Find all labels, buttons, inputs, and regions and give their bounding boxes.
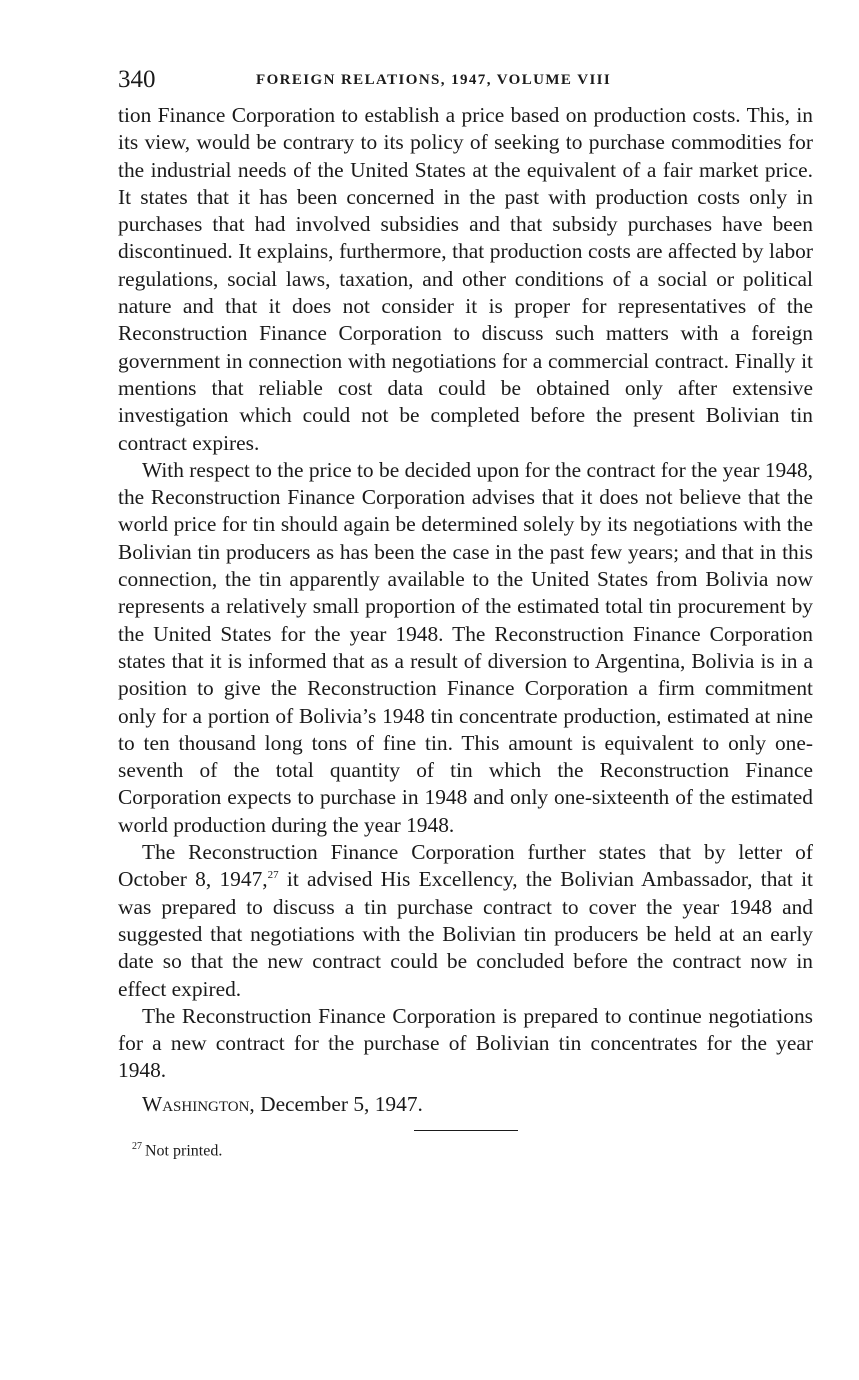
footnote-text: Not printed. [145, 1142, 223, 1160]
document-page [118, 62, 813, 1160]
running-head [118, 62, 813, 102]
paragraph-1: tion Finance Corporation to establish a price based on production costs. This, in its view, would be contrary to its policy of seeking to purchase commodities for the industrial needs of the United States at the equivalent of a fair market price. It states that it has been concerned in the past with production costs only in purchases that had involved subsidies and that subsidy purchases have been discontinued. It explains, furthermore, that production costs are affected by labor regulations, social laws, taxation, and other conditions of a social or political nature and that it does not consider it is proper for representatives of the Reconstruction Finance Corporation to discuss such matters with a foreign government in connection with negotiations for a commercial contract. Finally it mentions that reliable cost data could be obtained only after extensive investigation which could not be completed before the present Bolivian tin contract expires. [118, 103, 813, 455]
paragraph-2: With respect to the price to be decided upon for the contract for the year 1948, the Reconstruction Finance Corporation advises that it does not believe that the world price for tin should again be determined solely by its negotiations with the Bolivian tin producers as has been the case in the past few years; and that in this connection, the tin apparently available to the United States from Bolivia now represents a relatively small proportion of the estimated total tin procurement by the United States for the year 1948. The Reconstruction Finance Corporation states that it is informed that as a result of diversion to Argentina, Bolivia is in a position to give the Reconstruction Finance Corporation a firm commitment only for a portion of Bolivia’s 1948 tin concentrate production, estimated at nine to ten thousand long tons of fine tin. This amount is equivalent to only one-seventh of the total quantity of tin which the Reconstruction Finance Corporation expects to purchase in 1948 and only one-sixteenth of the estimated world production during the year 1948. [118, 457, 813, 837]
paragraph-4: The Reconstruction Finance Corporation is prepared to continue negotiations for a new contract for the purchase of Bolivian tin concentrates for the year 1948. [118, 1003, 813, 1083]
running-title: FOREIGN RELATIONS, 1947, VOLUME VIII [256, 72, 612, 88]
body-text [118, 102, 813, 1085]
paragraph-3-text-b: it advised His Excellency, the Bolivian Ambassador, that it was prepared to discuss a tin purchase contract to cover the year 1948 and suggested that negotiations with the Bolivian tin producers be held at an early date so that the new contract could be concluded before the contract now in effect expired. [118, 867, 814, 1001]
page-number: 340 [118, 66, 156, 93]
signoff-place: Washington [142, 1091, 250, 1116]
footnote-rule [414, 1130, 518, 1131]
footnote-reference: 27 [267, 869, 279, 882]
paragraph-3-text-a: The Reconstruction Finance Corporation further states that by letter of October 8, 1947, [118, 840, 813, 892]
signoff-date: , December 5, 1947. [249, 1091, 423, 1116]
paragraph-3 [118, 839, 813, 1003]
footnote-marker: 27 [132, 1140, 142, 1152]
signoff [118, 1091, 813, 1118]
footnote [118, 1141, 813, 1160]
